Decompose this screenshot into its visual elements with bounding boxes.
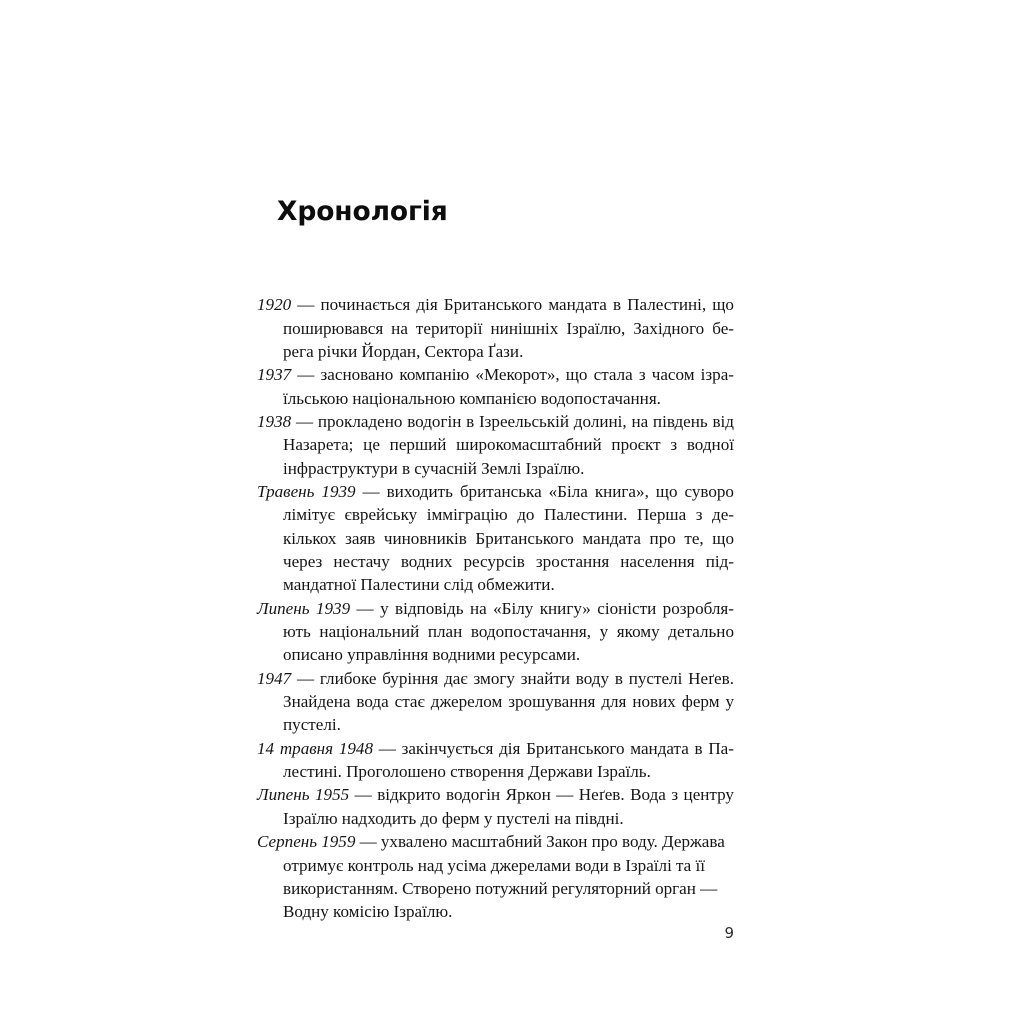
entry-separator: — [349, 785, 378, 805]
entry-separator: — [373, 738, 402, 758]
chronology-entry [257, 737, 734, 784]
entry-date: 1938 [257, 411, 292, 431]
entry-text: виходить британська «Біла книга», що суворо лімітує єврейську імміграцію до Палестини. Перша з декількох заяв чиновників Британського мандата про те, що через нестачу водних ресурсів зростання населення підмандатної Палестини слід обмежити. [283, 482, 734, 595]
entry-date: 14 травня 1948 [257, 738, 374, 758]
entry-text: у відповідь на «Білу книгу» сіоністи розробляють національний план водопостачання, у якому детально описано управління водними ресурсами. [283, 598, 734, 665]
page-title: Хронологія [277, 196, 448, 227]
entry-text: відкрито водогін Яркон — Неґев. Вода з центру Ізраїлю надходить до ферм у пустелі на півдні. [283, 785, 734, 828]
entry-date: 1920 [257, 295, 292, 315]
chronology-list [257, 293, 734, 923]
page-number: 9 [724, 924, 734, 942]
chronology-entry [257, 667, 734, 737]
entry-separator: — [350, 598, 381, 618]
entry-text: прокладено водогін в Ізреельській долині, на південь від Назарета; це перший широкомасштабний проєкт з водної інфраструктури в сучасній Землі Ізраїлю. [283, 411, 734, 478]
entry-text: починається дія Британського мандата в Палестині, що поширювався на території нинішніх Ізраїлю, Західного берега річки Йордан, Сектора Ґази. [283, 295, 734, 361]
chronology-entry [257, 363, 734, 410]
entry-separator: — [355, 832, 381, 852]
entry-date: Травень 1939 [257, 482, 356, 502]
entry-text: ухвалено масштабний Закон про воду. Держава отримує контроль над усіма джерелами води в Ізраїлі та її використанням. Створено потужний регуляторний орган — Водну комісію Ізраїлю. [283, 832, 725, 922]
page-text-block [257, 196, 734, 924]
entry-date: Липень 1939 [257, 598, 351, 618]
entry-date: 1937 [257, 365, 292, 385]
chronology-entry [257, 597, 734, 667]
chronology-entry [257, 480, 734, 597]
entry-separator: — [291, 365, 321, 385]
entry-separator: — [355, 482, 387, 502]
entry-separator: — [291, 411, 318, 431]
entry-text: глибоке буріння дає змогу знайти воду в пустелі Неґев. Знайдена вода стає джерелом зрошування для нових ферм у пустелі. [283, 668, 734, 735]
entry-separator: — [291, 668, 320, 688]
entry-date: 1947 [257, 668, 292, 688]
chronology-entry [257, 783, 734, 830]
entry-text: закінчується дія Британського мандата в Палестині. Проголошено створення Держави Ізраїль. [283, 738, 734, 782]
entry-text: засновано компанію «Мекорот», що стала з часом ізраїльською національною компанією водопостачання. [283, 365, 734, 408]
entry-date: Серпень 1959 [257, 832, 356, 852]
entry-separator: — [291, 295, 321, 315]
chronology-entry [257, 293, 734, 363]
entry-date: Липень 1955 [257, 785, 350, 805]
chronology-entry [257, 830, 734, 923]
chronology-entry [257, 410, 734, 480]
